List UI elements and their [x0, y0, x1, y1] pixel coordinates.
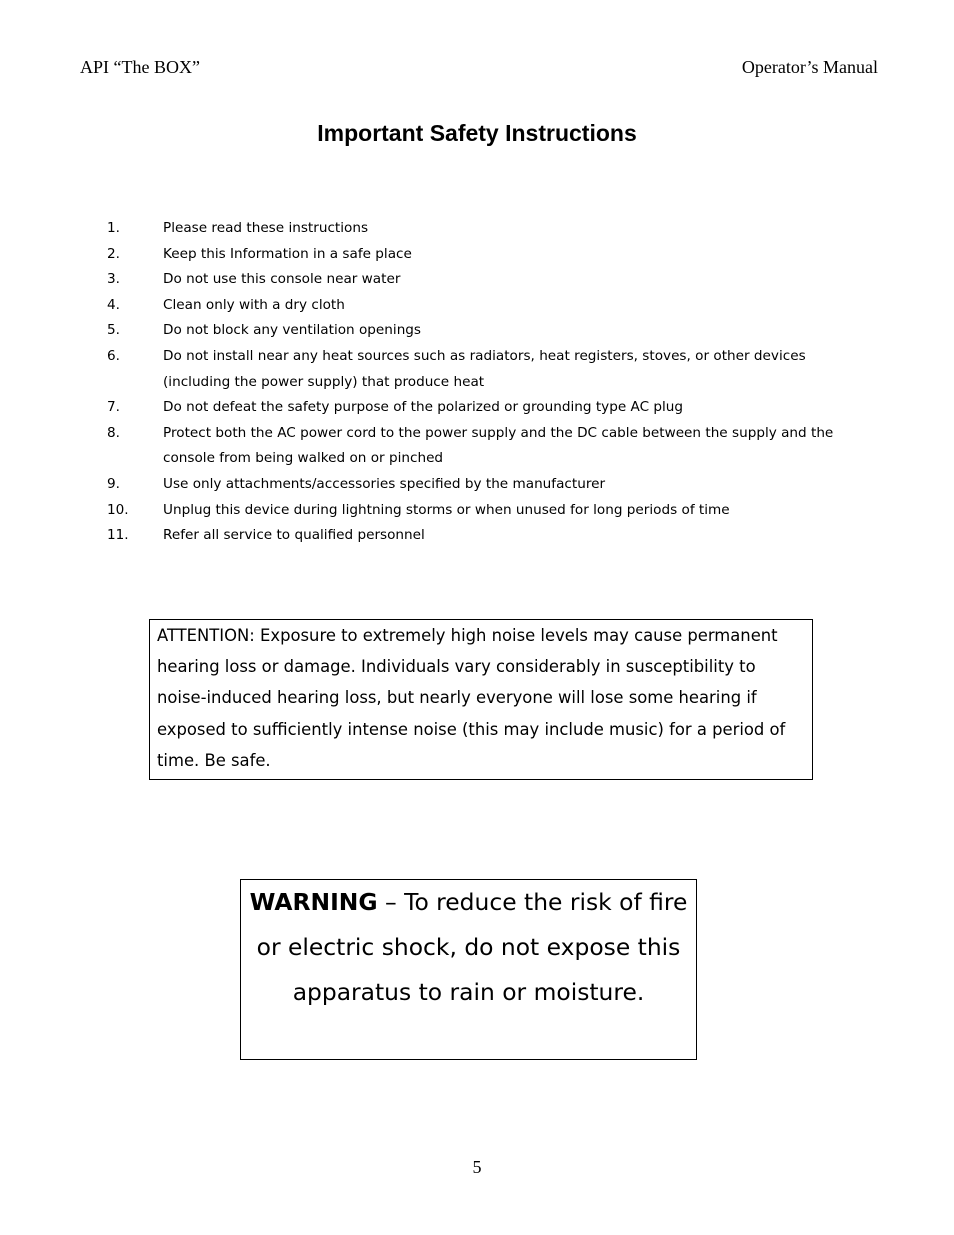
page-title: Important Safety Instructions: [317, 120, 637, 146]
list-item-text: Protect both the AC power cord to the power supply and the DC cable between the supply and the console from being walked on or pinched: [163, 424, 834, 467]
list-item-text: Do not block any ventilation openings: [163, 322, 422, 339]
list-item: [107, 318, 877, 344]
list-item-number: 10.: [107, 501, 129, 518]
list-item-text: Do not install near any heat sources such as radiators, heat registers, stoves, or other devices (including the power supply) that produce heat: [163, 347, 806, 390]
list-item-text: Please read these instructions: [163, 220, 369, 236]
header-left-title: API “The BOX”: [80, 57, 200, 77]
list-item-number: 5.: [107, 322, 120, 339]
list-item-text: Use only attachments/accessories specified by the manufacturer: [163, 475, 606, 492]
list-item: [107, 242, 877, 268]
list-item-number: 3.: [107, 271, 120, 288]
list-item-text: Refer all service to qualified personnel: [163, 527, 425, 544]
list-item-number: 2.: [107, 245, 120, 262]
list-item-number: 8.: [107, 424, 120, 441]
list-item-number: 1.: [107, 220, 120, 236]
warning-text: – To reduce the risk of fire or electric shock, do not expose this apparatus to rain or moisture.: [256, 888, 688, 1007]
page-number: 5: [472, 1157, 482, 1177]
list-item: [107, 216, 877, 242]
list-item: [107, 344, 877, 395]
list-item-number: 4.: [107, 296, 120, 313]
list-item: [107, 293, 877, 319]
attention-notice-text: ATTENTION: Exposure to extremely high noise levels may cause permanent hearing loss or damage. Individuals vary considerably in susceptibility to noise-induced hearing loss, but nearly everyone will lose some hearing if exposed to sufficiently intense noise (this may include music) for a period of time. Be safe.: [157, 626, 786, 770]
list-item-number: 6.: [107, 347, 120, 364]
attention-notice-box: [149, 619, 813, 780]
list-item-number: 7.: [107, 399, 120, 416]
list-item-text: Keep this Information in a safe place: [163, 245, 412, 262]
list-item: [107, 395, 877, 421]
list-item-number: 11.: [107, 527, 129, 544]
list-item: [107, 421, 877, 472]
list-item: [107, 472, 877, 498]
list-item-text: Do not use this console near water: [163, 271, 401, 288]
list-item-text: Do not defeat the safety purpose of the polarized or grounding type AC plug: [163, 399, 684, 416]
list-item: [107, 267, 877, 293]
list-item: [107, 498, 877, 524]
header-right-title: Operator’s Manual: [741, 57, 878, 77]
list-item-text: Unplug this device during lightning storms or when unused for long periods of time: [163, 501, 730, 518]
list-item: [107, 523, 877, 549]
warning-label: WARNING: [249, 888, 378, 916]
list-item-number: 9.: [107, 475, 120, 492]
warning-notice-box: [240, 879, 697, 1060]
safety-instructions-list: [107, 216, 877, 549]
list-item-text: Clean only with a dry cloth: [163, 296, 345, 313]
